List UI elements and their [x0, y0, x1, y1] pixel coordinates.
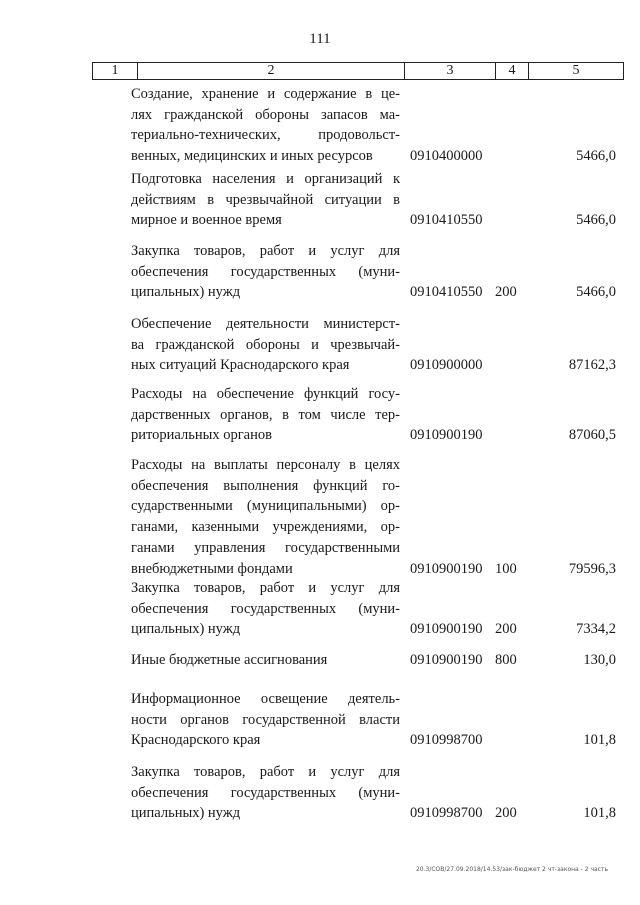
description-line: Информационное освещение деятель- — [131, 691, 400, 707]
row-code: 0910400000 — [410, 148, 483, 165]
header-col-2: 2 — [137, 63, 404, 79]
description-line: ципальных) нужд — [131, 805, 241, 822]
description-line: ва гражданской обороны и чрезвычай- — [131, 336, 400, 353]
footer-stamp: 20.3/СОВ/27.09.2018/14.53/зак-бюджет 2 чт-закона - 2 часть — [415, 866, 608, 873]
row-amount: 7334,2 — [576, 621, 616, 638]
description-line: ганами управления государственными — [131, 539, 400, 556]
row-amount: 87060,5 — [568, 427, 616, 444]
description-line: сударственными (муниципальными) ор- — [131, 498, 400, 515]
header-col-3: 3 — [404, 63, 495, 79]
header-col-1: 1 — [111, 63, 119, 78]
row-description — [131, 650, 400, 671]
description-line: Закупка товаров, работ и услуг для — [131, 764, 400, 780]
row-description — [131, 689, 400, 751]
description-line: обеспечения выполнения функций го- — [131, 477, 400, 494]
row-expense-type: 100 — [495, 560, 517, 577]
description-line: Подготовка населения и организаций к — [131, 171, 400, 187]
description-line: ципальных) нужд — [131, 621, 241, 638]
description-line: Создание, хранение и содержание в це- — [131, 86, 400, 102]
description-line: внебюджетными фондами — [131, 560, 293, 577]
row-description — [131, 84, 400, 167]
row-expense-type: 200 — [495, 805, 517, 822]
description-line: обеспечения государственных (муни- — [131, 784, 400, 801]
row-description — [131, 455, 400, 579]
description-line: Закупка товаров, работ и услуг для — [131, 243, 400, 259]
row-amount: 5466,0 — [576, 284, 616, 301]
description-line: действиям в чрезвычайной ситуации в — [131, 191, 400, 208]
description-line: ганами, казенными учреждениями, ор- — [131, 519, 400, 536]
row-description — [131, 762, 400, 824]
row-amount: 101,8 — [583, 732, 616, 749]
description-line: ных ситуаций Краснодарского края — [131, 357, 350, 374]
description-line: риториальных органов — [131, 427, 272, 444]
page-number: 111 — [309, 31, 331, 47]
row-code: 0910900190 — [410, 652, 483, 668]
row-amount: 101,8 — [583, 805, 616, 822]
description-line: Расходы на обеспечение функций госу- — [131, 386, 400, 402]
description-line: лях гражданской обороны запасов ма- — [131, 106, 400, 123]
table-header — [92, 62, 624, 80]
header-col-5: 5 — [528, 63, 623, 79]
description-line: дарственных органов, в том числе тер- — [131, 406, 400, 423]
row-code: 0910410550 — [410, 284, 483, 301]
row-amount: 5466,0 — [576, 148, 616, 165]
row-code: 0910998700 — [410, 732, 483, 749]
row-description — [131, 169, 400, 231]
row-code: 0910410550 — [410, 212, 483, 229]
description-line: ципальных) нужд — [131, 284, 241, 301]
description-line: Закупка товаров, работ и услуг для — [131, 580, 400, 596]
description-line: Иные бюджетные ассигнования — [131, 652, 328, 668]
header-col-4: 4 — [495, 63, 528, 79]
row-description — [131, 314, 400, 376]
row-expense-type: 200 — [495, 284, 517, 301]
row-description — [131, 578, 400, 640]
description-line: ности органов государственной власти — [131, 711, 400, 728]
row-code: 0910998700 — [410, 805, 483, 822]
row-amount: 5466,0 — [576, 212, 616, 229]
description-line: Обеспечение деятельности министерст- — [131, 316, 400, 332]
description-line: мирное и военное время — [131, 212, 282, 229]
row-code: 0910900190 — [410, 621, 483, 638]
description-line: обеспечения государственных (муни- — [131, 600, 400, 617]
row-expense-type: 800 — [495, 652, 517, 668]
row-code: 0910900190 — [410, 427, 483, 444]
row-amount: 130,0 — [583, 652, 616, 668]
description-line: Расходы на выплаты персоналу в целях — [131, 457, 400, 473]
row-amount: 79596,3 — [568, 560, 616, 577]
description-line: териально-технических, продовольст- — [131, 127, 400, 144]
row-description — [131, 241, 400, 303]
row-code: 0910900190 — [410, 560, 483, 577]
row-expense-type: 200 — [495, 621, 517, 638]
description-line: венных, медицинских и иных ресурсов — [131, 148, 373, 165]
description-line: обеспечения государственных (муни- — [131, 263, 400, 280]
row-code: 0910900000 — [410, 357, 483, 374]
description-line: Краснодарского края — [131, 732, 261, 749]
row-description — [131, 384, 400, 446]
row-amount: 87162,3 — [568, 357, 616, 374]
